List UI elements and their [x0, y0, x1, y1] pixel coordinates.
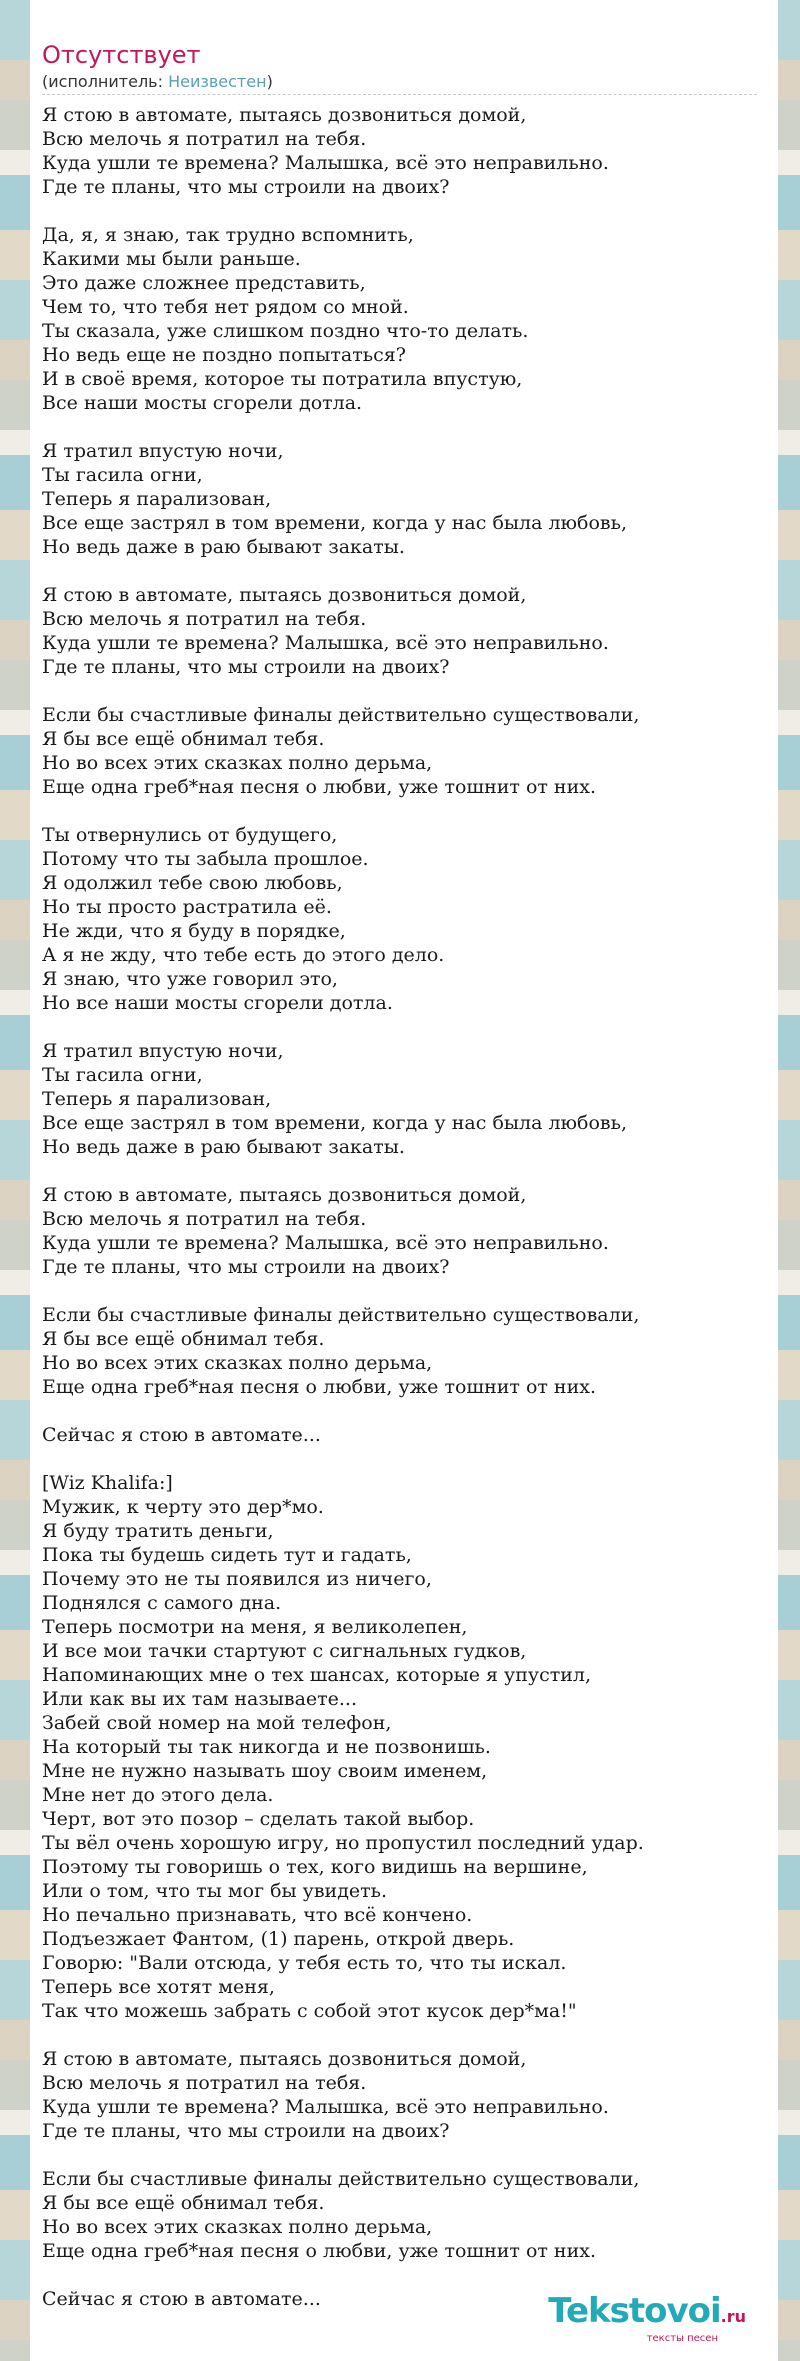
lyric-line: Все еще застрял в том времени, когда у нас была любовь, [42, 1112, 628, 1134]
lyric-line: Чем то, что тебя нет рядом со мной. [42, 296, 409, 318]
lyric-line: Я стою в автомате, пытаясь дозвониться домой, [42, 584, 527, 606]
lyric-line: Всю мелочь я потратил на тебя. [42, 1208, 367, 1230]
lyric-line: Но ты просто растратила её. [42, 896, 332, 918]
lyric-line: Еще одна греб*ная песня о любви, уже тошнит от них. [42, 776, 597, 798]
lyric-line: Куда ушли те времена? Малышка, всё это неправильно. [42, 1232, 609, 1254]
lyric-line: Все наши мосты сгорели дотла. [42, 392, 363, 414]
lyric-line: Где те планы, что мы строили на двоих? [42, 1256, 450, 1278]
lyric-line: Так что можешь забрать с собой этот кусок дер*ма!" [42, 2000, 577, 2022]
lyric-line: Еще одна греб*ная песня о любви, уже тошнит от них. [42, 2240, 597, 2262]
song-title: Отсутствует [42, 41, 201, 69]
lyric-line: И все мои тачки стартуют с сигнальных гудков, [42, 1640, 527, 1662]
lyric-line: Куда ушли те времена? Малышка, всё это неправильно. [42, 632, 609, 654]
lyric-line: Пока ты будешь сидеть тут и гадать, [42, 1544, 412, 1566]
lyrics-stanza [42, 823, 778, 1015]
logo-tld: .ru [720, 2307, 746, 2326]
lyric-line: Я тратил впустую ночи, [42, 440, 284, 462]
lyric-line: И в своё время, которое ты потратила впустую, [42, 368, 523, 390]
lyric-line: А я не жду, что тебе есть до этого дело. [42, 944, 445, 966]
lyric-line: Я одолжил тебе свою любовь, [42, 872, 343, 894]
lyric-line: Теперь я парализован, [42, 1088, 272, 1110]
lyric-line: Всю мелочь я потратил на тебя. [42, 128, 367, 150]
lyric-line: Я бы все ещё обнимал тебя. [42, 2192, 325, 2214]
lyric-line: Мужик, к черту это дер*мо. [42, 1496, 324, 1518]
lyric-line: Я стою в автомате, пытаясь дозвониться домой, [42, 1184, 527, 1206]
lyric-line: Подъезжает Фантом, (1) парень, открой дверь. [42, 1928, 515, 1950]
lyric-line: Ты вёл очень хорошую игру, но пропустил последний удар. [42, 1832, 644, 1854]
lyric-line: Куда ушли те времена? Малышка, всё это неправильно. [42, 152, 609, 174]
artist-link[interactable]: Неизвестен [168, 72, 267, 91]
lyrics-stanza [42, 1303, 778, 1399]
lyrics-stanza [42, 703, 778, 799]
lyric-line: Но ведь еще не поздно попытаться? [42, 344, 406, 366]
lyric-line: Ты гасила огни, [42, 1064, 203, 1086]
lyric-line: Ты отвернулись от будущего, [42, 824, 338, 846]
lyrics-stanza [42, 1471, 778, 2023]
logo-wordmark [548, 2293, 746, 2335]
lyric-line: Сейчас я стою в автомате... [42, 2288, 321, 2310]
lyric-line: Я тратил впустую ночи, [42, 1040, 284, 1062]
lyric-line: Теперь все хотят меня, [42, 1976, 275, 1998]
lyric-line: Какими мы были раньше. [42, 248, 301, 270]
lyric-line: Но во всех этих сказках полно дерьма, [42, 2216, 433, 2238]
lyric-line: Мне не нужно называть шоу своим именем, [42, 1760, 488, 1782]
lyric-line: Я буду тратить деньги, [42, 1520, 274, 1542]
lyric-line: Теперь я парализован, [42, 488, 272, 510]
lyric-line: Напоминающих мне о тех шансах, которые я упустил, [42, 1664, 591, 1686]
lyric-line: Черт, вот это позор – сделать такой выбор. [42, 1808, 475, 1830]
lyric-line: Если бы счастливые финалы действительно существовали, [42, 1304, 640, 1326]
lyrics-body [30, 95, 778, 2311]
logo-tagline: тексты песен [646, 2333, 718, 2344]
lyric-line: Но во всех этих сказках полно дерьма, [42, 1352, 433, 1374]
lyric-line: Я бы все ещё обнимал тебя. [42, 1328, 325, 1350]
lyric-line: Я знаю, что уже говорил это, [42, 968, 338, 990]
lyric-line: Мне нет до этого дела. [42, 1784, 274, 1806]
lyrics-stanza [42, 1039, 778, 1159]
artist-suffix: ) [266, 72, 273, 91]
lyric-line: Всю мелочь я потратил на тебя. [42, 2072, 367, 2094]
lyrics-stanza [42, 439, 778, 559]
lyric-line: Потому что ты забыла прошлое. [42, 848, 369, 870]
lyric-line: Но ведь даже в раю бывают закаты. [42, 536, 405, 558]
lyrics-stanza [42, 2047, 778, 2143]
artist-line [42, 72, 778, 92]
lyric-line: Но ведь даже в раю бывают закаты. [42, 1136, 405, 1158]
lyric-line: Ты сказала, уже слишком поздно что-то делать. [42, 320, 529, 342]
lyric-line: Если бы счастливые финалы действительно существовали, [42, 2168, 640, 2190]
lyrics-stanza [42, 103, 778, 199]
lyric-line: Не жди, что я буду в порядке, [42, 920, 346, 942]
lyric-line: Где те планы, что мы строили на двоих? [42, 176, 450, 198]
lyric-line: Все еще застрял в том времени, когда у нас была любовь, [42, 512, 628, 534]
lyric-line: Где те планы, что мы строили на двоих? [42, 2120, 450, 2142]
logo-main-text: Tekstovoi [548, 2291, 721, 2331]
lyric-line: Это даже сложнее представить, [42, 272, 366, 294]
song-header [30, 0, 778, 92]
lyric-line: Или как вы их там называете... [42, 1688, 358, 1710]
lyric-line: Поэтому ты говоришь о тех, кого видишь на вершине, [42, 1856, 588, 1878]
lyric-line: Где те планы, что мы строили на двоих? [42, 656, 450, 678]
lyrics-stanza [42, 2167, 778, 2263]
lyric-line: Теперь посмотри на меня, я великолепен, [42, 1616, 468, 1638]
lyrics-stanza [42, 223, 778, 415]
lyrics-stanza [42, 583, 778, 679]
lyric-line: Еще одна греб*ная песня о любви, уже тошнит от них. [42, 1376, 597, 1398]
lyric-line: Но печально признавать, что всё кончено. [42, 1904, 473, 1926]
lyric-line: Но все наши мосты сгорели дотла. [42, 992, 393, 1014]
lyric-line: Почему это не ты появился из ничего, [42, 1568, 432, 1590]
lyric-line: Забей свой номер на мой телефон, [42, 1712, 392, 1734]
lyric-line: Если бы счастливые финалы действительно существовали, [42, 704, 640, 726]
site-logo[interactable] [548, 2293, 746, 2345]
lyric-line: Всю мелочь я потратил на тебя. [42, 608, 367, 630]
lyric-line: Или о том, что ты мог бы увидеть. [42, 1880, 388, 1902]
lyrics-stanza [42, 1183, 778, 1279]
lyric-line: Но во всех этих сказках полно дерьма, [42, 752, 433, 774]
lyric-line: Куда ушли те времена? Малышка, всё это неправильно. [42, 2096, 609, 2118]
lyric-line: Я бы все ещё обнимал тебя. [42, 728, 325, 750]
lyric-line: Да, я, я знаю, так трудно вспомнить, [42, 224, 414, 246]
lyrics-stanza [42, 1423, 778, 1447]
lyric-line: Я стою в автомате, пытаясь дозвониться домой, [42, 2048, 527, 2070]
lyric-line: Ты гасила огни, [42, 464, 203, 486]
lyric-line: [Wiz Khalifa:] [42, 1472, 173, 1494]
lyrics-page [30, 0, 778, 2361]
lyric-line: Поднялся с самого дна. [42, 1592, 282, 1614]
artist-prefix: (исполнитель: [42, 72, 169, 91]
lyric-line: На который ты так никогда и не позвонишь. [42, 1736, 491, 1758]
lyric-line: Я стою в автомате, пытаясь дозвониться домой, [42, 104, 527, 126]
lyric-line: Говорю: "Вали отсюда, у тебя есть то, что ты искал. [42, 1952, 567, 1974]
lyric-line: Сейчас я стою в автомате... [42, 1424, 321, 1446]
